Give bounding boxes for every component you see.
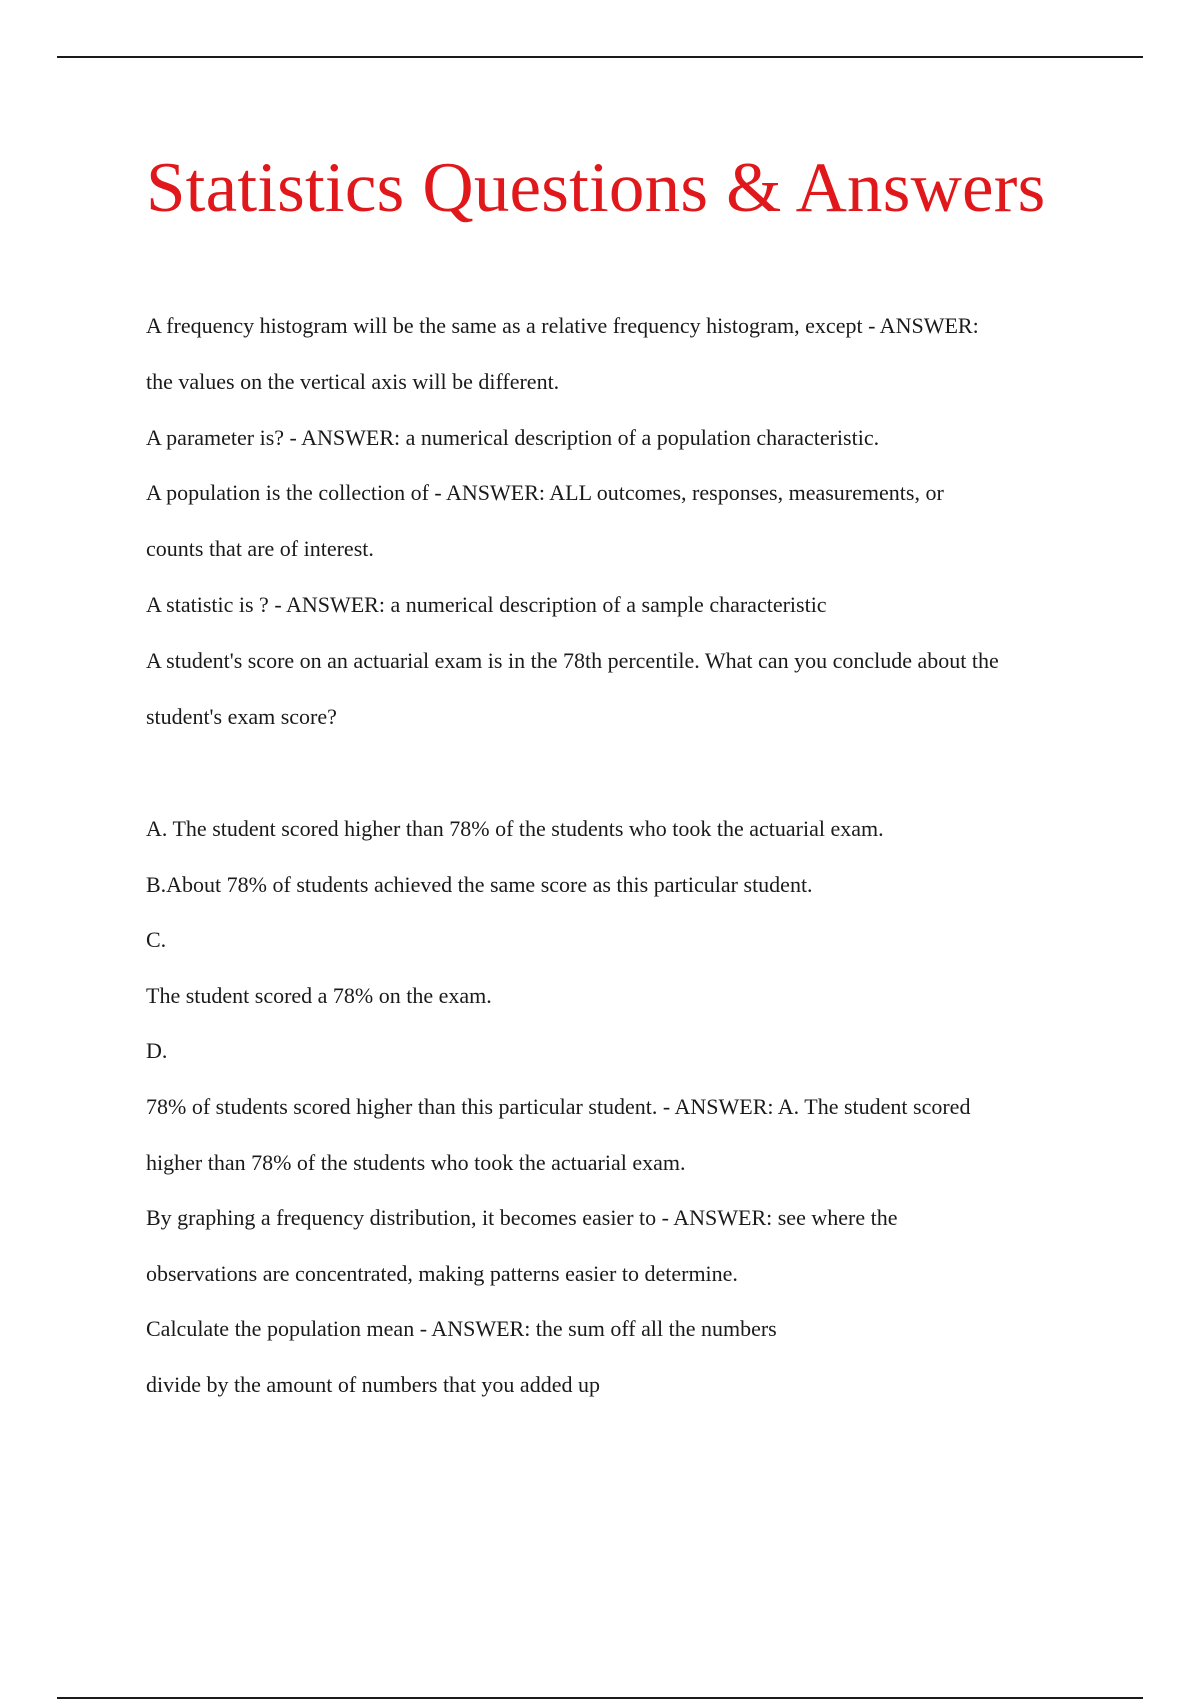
text-line: A frequency histogram will be the same as a relative frequency histogram, except - ANSWER:: [146, 313, 979, 338]
top-rule: [57, 56, 1143, 58]
text-line: student's exam score?: [146, 704, 337, 729]
text-line: A student's score on an actuarial exam is in the 78th percentile. What can you conclude about the: [146, 648, 999, 673]
option-line: The student scored a 78% on the exam.: [146, 983, 492, 1008]
text-line: higher than 78% of the students who took the actuarial exam.: [146, 1150, 686, 1175]
option-line: A. The student scored higher than 78% of the students who took the actuarial exam.: [146, 816, 884, 841]
text-line: observations are concentrated, making patterns easier to determine.: [146, 1261, 738, 1286]
text-line: Calculate the population mean - ANSWER: the sum off all the numbers: [146, 1316, 777, 1341]
option-line: B.About 78% of students achieved the same score as this particular student.: [146, 872, 813, 897]
text-line: A parameter is? - ANSWER: a numerical description of a population characteristic.: [146, 425, 880, 450]
text-line: By graphing a frequency distribution, it becomes easier to - ANSWER: see where the: [146, 1205, 898, 1230]
option-line: C.: [146, 927, 167, 952]
page-title: Statistics Questions & Answers: [146, 149, 1046, 227]
text-line: 78% of students scored higher than this particular student. - ANSWER: A. The student scored: [146, 1094, 971, 1119]
text-line: A population is the collection of - ANSWER: ALL outcomes, responses, measurements, or: [146, 480, 944, 505]
text-line: A statistic is ? - ANSWER: a numerical description of a sample characteristic: [146, 592, 827, 617]
text-line: divide by the amount of numbers that you added up: [146, 1372, 600, 1397]
text-line: counts that are of interest.: [146, 536, 374, 561]
text-line: the values on the vertical axis will be different.: [146, 369, 560, 394]
bottom-rule: [57, 1697, 1143, 1699]
option-line: D.: [146, 1038, 168, 1063]
